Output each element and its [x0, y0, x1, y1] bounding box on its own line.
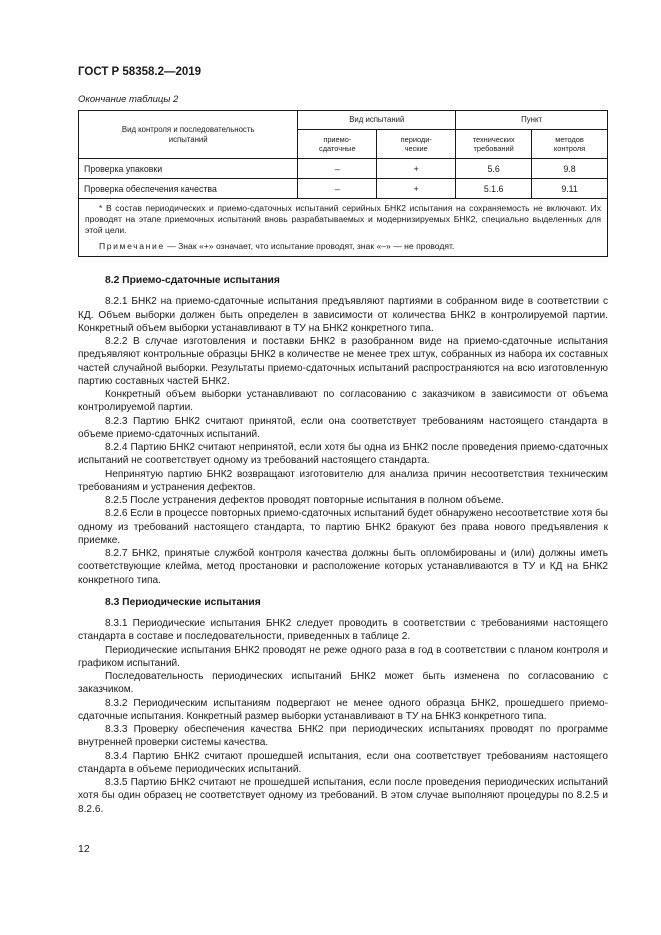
- col-header-requirements: технических требований: [456, 130, 532, 159]
- paragraph-8-2-1: 8.2.1 БНК2 на приемо-сдаточные испытания предъявляют партиями в собранном виде в соответствии с КД. Объем выборки должен быть определен в зависимости от количества БНК2 в контролируемой партии. Конкретный объем выборки устанавливают в ТУ на БНК2 конкретного типа.: [78, 296, 608, 334]
- col-header-acceptance: приемо-сдаточные: [298, 130, 377, 159]
- paragraph-8-3-3: 8.3.3 Проверку обеспечения качества БНК2 при периодических испытаниях проводят по программе внутренней проверки системы качества.: [78, 724, 608, 749]
- paragraph-8-2-4: 8.2.4 Партию БНК2 считают непринятой, если хотя бы одна из БНК2 после проведения приемо-сдаточных испытаний не соответствует одному из требований настоящего стандарта.: [78, 442, 608, 467]
- paragraph-8-2-4-cont: Непринятую партию БНК2 возвращают изготовителю для анализа причин несоответствия техническим требованиям и устранения дефектов.: [78, 468, 608, 493]
- section-8-3-title: 8.3 Периодические испытания: [105, 596, 261, 608]
- col-header-methods: методов контроля: [532, 130, 608, 159]
- paragraph-8-3-1: 8.3.1 Периодические испытания БНК2 следует проводить в соответствии с требованиями настоящего стандарта в составе и последовательности, приведенных в таблице 2.: [78, 618, 608, 643]
- note-label: Примечание: [99, 241, 165, 251]
- paragraph-8-2-3: 8.2.3 Партию БНК2 считают принятой, если она соответствует требованиям настоящего стандарта в объеме приемо-сдаточных испытаний.: [78, 415, 608, 440]
- row-test-name: Проверка обеспечения качества: [79, 179, 298, 199]
- table-caption: Окончание таблицы 2: [78, 94, 179, 105]
- paragraph-8-3-2: 8.3.2 Периодическим испытаниям подвергают не менее одного образца БНК2, прошедшего приемо-сдаточные испытания. Конкретный размер выборки устанавливают в ТУ на БНКЗ конкретного типа.: [78, 697, 608, 722]
- row-acceptance-mark: –: [298, 159, 377, 179]
- row-periodic-mark: +: [377, 179, 456, 199]
- document-header: ГОСТ Р 58358.2—2019: [78, 66, 202, 78]
- row-method-clause: 9.11: [532, 179, 608, 199]
- table-note: [85, 241, 601, 252]
- table-footnote: * В состав периодических и приемо-сдаточных испытаний серийных БНК2 испытания на сохраняемость не включают. Их проводят на этапе приемочных испытаний вновь разрабатываемых и модернизируемых БНК2, специально выделенных для этой цели.: [85, 203, 601, 235]
- paragraph-8-3-4: 8.3.4 Партию БНК2 считают прошедшей испытания, если она соответствует требованиям настоящего стандарта в объеме периодических испытаний.: [78, 750, 608, 775]
- paragraph-8-2-5: 8.2.5 После устранения дефектов проводят повторные испытания в полном объеме.: [105, 495, 504, 506]
- section-8-2-title: 8.2 Приемо-сдаточные испытания: [105, 275, 280, 286]
- row-requirement-clause: 5.1.6: [456, 179, 532, 199]
- row-method-clause: 9.8: [532, 159, 608, 179]
- paragraph-8-2-6: 8.2.6 Если в процессе повторных приемо-сдаточных испытаний будет обнаружено несоответствие хотя бы одному из требований настоящего стандарта, то партию БНК2 бракуют без права нового предъявления к приемке.: [78, 508, 608, 546]
- page-number: 12: [78, 843, 90, 855]
- col-group-clause: Пункт: [456, 111, 608, 130]
- col-header-periodic: периоди-ческие: [377, 130, 456, 159]
- paragraph-8-3-1-cont: Периодические испытания БНК2 проводят не реже одного раза в год в соответствии с планом контроля и графиком испытаний.: [78, 644, 608, 669]
- row-test-name: Проверка упаковки: [79, 159, 298, 179]
- table-notes: [79, 199, 608, 257]
- col-group-test-kind: Вид испытаний: [298, 111, 456, 130]
- table-row: [79, 159, 608, 179]
- paragraph-8-2-2: 8.2.2 В случае изготовления и поставки БНК2 в разобранном виде на приемо-сдаточные испытания предъявляют контрольные образцы БНК2 в количестве не менее трех штук, собранных из набора их составных частей случайной выборки. Результаты приемо-сдаточных испытаний распространяются на всю изготовленную партию составных частей БНК2.: [78, 336, 608, 387]
- row-requirement-clause: 5.6: [456, 159, 532, 179]
- paragraph-8-2-2-cont: Конкретный объем выборки устанавливают по согласованию с заказчиком в зависимости от объема контролируемой партии.: [78, 389, 608, 414]
- paragraph-8-2-7: 8.2.7 БНК2, принятые службой контроля качества должны быть опломбированы и (или) должны иметь соответствующие клейма, метод простановки и расположение которых устанавливаются в ТУ и КД на БНК2 конкретного типа.: [78, 548, 608, 586]
- paragraph-8-3-1-cont2: Последовательность периодических испытаний БНК2 может быть изменена по согласованию с заказчиком.: [78, 671, 608, 696]
- row-acceptance-mark: –: [298, 179, 377, 199]
- table-row: [79, 179, 608, 199]
- note-text: — Знак «+» означает, что испытание проводят, знак «–» — не проводят.: [164, 241, 455, 251]
- test-table: [78, 110, 608, 257]
- document-body: [78, 274, 608, 816]
- row-periodic-mark: +: [377, 159, 456, 179]
- paragraph-8-3-5: 8.3.5 Партию БНК2 считают не прошедшей испытания, если после проведения периодических испытаний хотя бы один образец не соответствует одному из требований. В этом случае выполняют процедуры по 8.2.5 и 8.2.6.: [78, 777, 608, 815]
- col-header-test-type: Вид контроля и последовательность испытаний: [79, 111, 298, 159]
